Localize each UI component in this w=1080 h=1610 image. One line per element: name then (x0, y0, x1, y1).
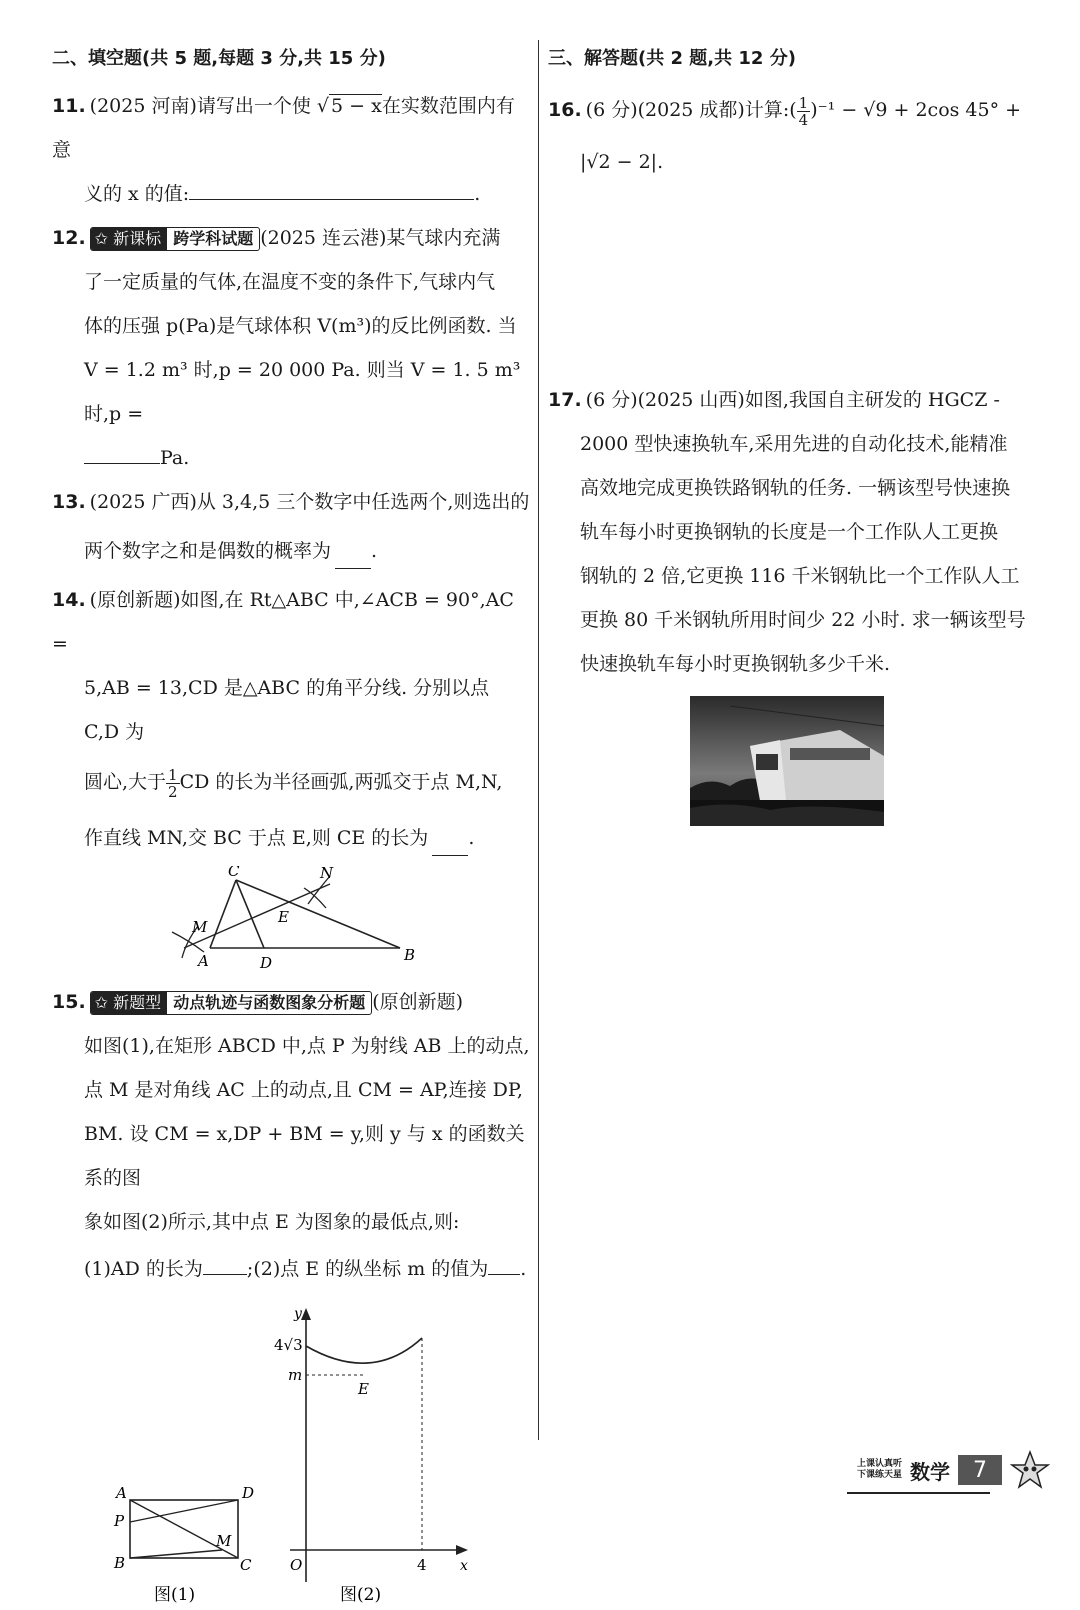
fraction-quarter: $\frac{1}{4}$ (798, 93, 809, 129)
page-number: 7 (958, 1455, 1002, 1485)
fig2-label-4: 4 (417, 1556, 427, 1574)
answer-blank-14[interactable] (432, 854, 468, 856)
fraction-half: $\frac{1}{2}$ (168, 765, 178, 801)
section-solution-title: 三、解答题(共 2 题,共 12 分) (548, 48, 796, 69)
answer-blank-15-1[interactable] (203, 1273, 247, 1275)
fig2-label-e: E (358, 1380, 369, 1398)
question-17: 17. (6 分)(2025 山西)如图,我国自主研发的 HGCZ - (548, 389, 1000, 411)
fig1-label-c: C (240, 1556, 252, 1574)
fig1-label-p: P (114, 1512, 125, 1530)
fig2-label-x: x (460, 1558, 468, 1574)
right-column: 三、解答题(共 2 题,共 12 分) 16. (6 分)(2025 成都)计算:( $\frac{1}{4}$ )⁻¹ − √9 + 2cos 45° + |√2 − 2|. 17. (6 分)(2025 山西)如图,我国自主研发的 HGCZ - 2000 型快速换轨车,采用先进的自动化技术,能精准 高效地完成更换铁路钢轨的任务. 一辆该型号快速换 轨车每小时更换钢轨的长度是一个工作队人工更换 钢轨的 2 倍,它更换 116 千米钢轨比一个工作队人工 更换 80 千米钢轨所用时间少 22 小时. 求一辆该型号 快速换轨车每小时更换钢轨多少千米. (548, 40, 1030, 826)
answer-blank-11[interactable] (189, 198, 474, 200)
fig1-label-a: A (116, 1484, 127, 1502)
fig2-label-o: O (290, 1556, 303, 1574)
slogan-line-1: 上课认真听 (856, 1459, 902, 1469)
rectangle-and-graph-figure (104, 1300, 524, 1610)
label-e: E (278, 908, 289, 926)
question-14: 14. (原创新题)如图,在 Rt△ABC 中,∠ACB = 90°,AC = (52, 589, 514, 655)
fig1-label-m: M (216, 1532, 232, 1550)
label-b: B (404, 946, 416, 964)
mascot-star-icon (1010, 1450, 1050, 1490)
label-d: D (260, 954, 273, 972)
label-n: N (320, 866, 334, 882)
radical-expression: 5 − x (331, 95, 382, 117)
fig2-caption: 图(2) (340, 1585, 382, 1605)
fig2-label-y: y (294, 1306, 302, 1322)
question-16: 16. (6 分)(2025 成都)计算:( $\frac{1}{4}$ )⁻¹ − √9 + 2cos 45° + (548, 93, 1022, 129)
fig2-label-m: m (288, 1366, 303, 1384)
answer-blank-15-2[interactable] (488, 1273, 520, 1275)
fig1-label-b: B (114, 1554, 126, 1572)
label-c: C (228, 866, 240, 880)
tag-badge: ✩ 新课标 跨学科试题 (90, 227, 261, 251)
triangle-figure (164, 866, 464, 974)
question-13: 13. (2025 广西)从 3,4,5 三个数字中任选两个,则选出的 (52, 491, 530, 513)
question-11: 11. (2025 河南)请写出一个使 √ 5 − x在实数范围内有意 (52, 95, 515, 161)
subject-label: 数学 (910, 1459, 950, 1484)
fig1-caption: 图(1) (154, 1585, 196, 1605)
slogan-line-2: 下课练天星 (856, 1470, 902, 1480)
page-footer (857, 1450, 1050, 1490)
question-12: 12. ✩ 新课标 跨学科试题 (2025 连云港)某气球内充满 (52, 227, 501, 249)
answer-blank-12[interactable] (84, 462, 160, 464)
column-divider (538, 40, 539, 1440)
tag-badge: ✩ 新题型 动点轨迹与函数图象分析题 (90, 991, 373, 1015)
fig2-label-top: 4√3 (274, 1336, 303, 1354)
left-column: 二、填空题(共 5 题,每题 3 分,共 15 分) 11. (2025 河南)请写出一个使 √ 5 − x在实数范围内有意 义的 x 的值: . 12. ✩ 新课标 跨学科试题 (2025 连云港)某气球内充满 了一定质量的气体,在温度不变的条件下,气球内气 体的压强 p(Pa)是气球体积 V(m³)的反比例函数. 当 V = 1.2 m³ 时,p = 20 000 Pa. 则当 V = 1. 5 m³ 时,p = Pa. 13. (2025 广西)从 3,4,5 三个数字中任选两个,则选出的 两个数字之和是偶数的概率为 . 14. (原创新题)如图,在 Rt△ABC 中,∠ACB = 90°,AC = 5,AB = 13,CD 是△ABC 的角平分线. 分别以点 C,D 为 圆心,大于 $\frac{1}{2}$ CD 的长为半径画弧,两弧交于点 M,N, 作直线 MN,交 BC 于点 E,则 CE 的长为 . C N M E A D B 15. ✩ 新题型 动点轨迹与函数图象分析题 (原创新题) 如图(1),在矩形 ABCD 中,点 P 为射线 AB 上的动点, 点 M 是对角线 AC 上的动点,且 CM = AP,连接 DP, BM. 设 CM = x,DP + BM = y,则 y 与 x 的函数关系的图 象如图(2)所示,其中点 E 为图象的最低点,则: (1)AD 的长为 ;(2)点 E 的纵坐标 m 的值为 . A D P M B C 图(1) y 4√3 m E O 4 x 图(2) (52, 40, 530, 1610)
answer-blank-13[interactable] (335, 567, 371, 569)
rail-vehicle-photo (690, 696, 884, 826)
fig1-label-d: D (242, 1484, 255, 1502)
label-a: A (198, 952, 209, 970)
question-15: 15. ✩ 新题型 动点轨迹与函数图象分析题 (原创新题) (52, 991, 464, 1013)
label-m: M (192, 918, 208, 936)
section-fill-in-title: 二、填空题(共 5 题,每题 3 分,共 15 分) (52, 48, 386, 69)
